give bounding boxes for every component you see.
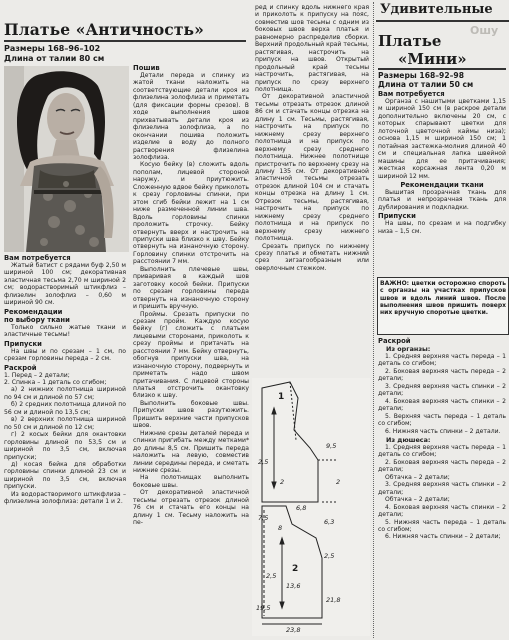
length-label: Длина от талии 50 см	[378, 80, 474, 89]
allowances-heading: Припуски	[4, 339, 42, 348]
model-photo	[4, 66, 129, 252]
needs-text: Жатый батист с рядами буф 2,50 м шириной 100 см; декоративная эластичная тесьма 2,70 м шириной 2 см; водорастворимый штикфлиз – флизелин золофлиз – 0,60 м шириной 90 см.	[4, 262, 126, 307]
organza-item: 4. Боковая верхняя часть спинки – 2 детали;	[378, 397, 506, 413]
paragraph: Выполнить боковые швы. Припуски швов разутюжить. Пришить верхние части припусков швов.	[133, 399, 249, 430]
cut-item: 1. Перед – 2 детали;	[4, 371, 70, 379]
pattern-label: 8	[278, 524, 283, 532]
allowances-text: На швы, по срезам и на подгибку низа – 1,5 см.	[378, 220, 506, 235]
cut-item: д) косая бейка для обработки горловины спинки длиной 23 см и шириной по 3,5 см, включая припуски.	[4, 460, 126, 491]
length-label: Длина от талии 80 см	[4, 54, 105, 63]
base-item: 5. Нижняя часть переда – 1 деталь со сгибом;	[378, 518, 506, 533]
pattern-label: 21,8	[326, 596, 341, 604]
pattern-label: 2,5	[266, 572, 277, 580]
base-item: 6. Нижняя часть спинки – 2 детали;	[385, 533, 501, 541]
pattern-label: 6,3	[324, 518, 335, 526]
base-item: Обтачка – 2 детали;	[385, 473, 450, 481]
recommendation-subheading: по выбору ткани	[4, 315, 70, 324]
paragraph: Проймы. Срезать припуски по срезам пройм. Каждую косую бейку (г) сложить с платьем лицевыми сторонами, приколоть к срезу проймы и притачать на расстоянии 7 мм. Бейку отвернуть, обогнув припуски шва, на изнаночную сторону, подвернуть и приметать надо швом притачивания. С лицевой стороны платья отстрочить окантовку близко к шву.	[133, 310, 249, 400]
paragraph: Косую бейку (в) сложить вдоль пополам, лицевой стороной наружу, и приутюжить. Сложенную вдвое бейку приколоть к срезу горловины спинки, при этом сгиб бейки лежит на 1 см ниже размеченной линии шва. Вдоль горловины спинки проложить строчку. Бейку отвернуть вверх и настрочить на припуски шва близко к шву. Бейку отвернуть на изнаночную сторону. Горловину спинки отстрочить на расстоянии 7 мм.	[133, 161, 249, 266]
title-underline	[4, 40, 246, 42]
needs-text: Органза с нашитыми цветками 1,15 м шириной 150 см (в раскрое детали дополнительно включены 20 см, с которых спарывают цветки для лоточной цветочной каймы низа); основа 1,15 м шириной 150 см; 1 потайная застежка-молния длиной 40 см и специальная лапка швейной машины для ее притачивания; жесткая корсажная лента 0,20 м шириной 12 мм.	[378, 98, 506, 180]
organza-item: 5. Верхняя часть переда – 1 деталь со сгибом;	[378, 412, 506, 428]
paragraph: Срезать припуск по нижнему срезу платья и обметать нижний срез зигзагообразным или оверлочным стежком.	[255, 242, 369, 272]
warning-text: ВАЖНО: цветки осторожно спороть с органзы на участках припусков швов и вдоль линий швов. После выполнения швов пришить поверх них вручную споротые цветки.	[380, 280, 506, 317]
cut-item: 2. Спинка – 1 деталь со сгибом;	[4, 378, 107, 386]
cut-item: а) 2 нижних полотнища шириной по 94 см и длиной по 57 см;	[4, 386, 126, 401]
pattern-label: 6,8	[296, 504, 307, 512]
needs-heading: Вам потребуется	[4, 254, 71, 262]
pattern-label: 2,5	[324, 552, 335, 560]
organza-item: 3. Средняя верхняя часть спинки – 2 детали;	[378, 382, 506, 398]
paragraph: Детали переда и спинку из жатой ткани наложить на соответствующие детали кроя из флизелина золофлиза и приметать (для фиксации формы срезов). В ходе выполнения швов прихватывать детали кроя из флизелина золофлиза, а по окончании пошива положить изделие в воду до полного растворения флизелина золофлиза.	[133, 72, 249, 161]
cut-item: в) 2 верхних полотнища шириной по 50 см и длиной по 12 см;	[4, 416, 126, 431]
pattern-label: 19,5	[256, 604, 271, 612]
pattern-label: 7,5	[258, 514, 269, 522]
allowances-text: На швы и по срезам – 1 см, по срезам горловины переда – 2 см.	[4, 347, 126, 363]
pattern-label: 2,5	[258, 458, 269, 466]
pattern-diagram	[252, 378, 370, 636]
cutting-heading: Раскрой	[4, 363, 37, 372]
base-item: 1. Средняя верхняя часть переда – 1 деталь со сгибом;	[378, 443, 506, 459]
organza-item: 6. Нижняя часть спинки – 2 детали.	[385, 427, 501, 435]
base-item: 3. Средняя верхняя часть спинки – 2 детали;	[378, 481, 506, 496]
organza-item: 2. Боковая верхняя часть переда – 2 детали;	[378, 367, 506, 383]
header-rule	[376, 20, 509, 22]
pattern-label: 2	[292, 564, 299, 574]
right-article-intro	[378, 90, 506, 235]
pattern-label: 9,5	[326, 442, 337, 450]
pattern-label: 2	[280, 478, 285, 486]
paragraph: ред и спинку вдоль нижнего края и приколоть к припуску на пояс, совместив шов тесьмы с одним из боковых швов верха платья и равномерно распределив сборки. Верхний продольный край тесьмы, растягивая, настрочить на припуск на швов. Открытый продольный край тесьмы настрочить, растягивая, на припуск по срезу верхнего полотнища.	[255, 4, 369, 93]
paragraph: Выполнить плечевые швы, приваривая в каждый шов заготовку косой бейки. Припуски по срезам горловины переда отвернуть на изнаночную сторону и пришить вручную.	[133, 265, 249, 311]
right-text	[255, 4, 369, 272]
cut-item: Из водорастворимого штикфлиза – флизелина золофлиза: детали 1 и 2.	[4, 490, 126, 506]
base-item: 4. Боковая верхняя часть спинки – 2 детали;	[378, 503, 506, 519]
size-label: Размеры 168–92–98	[378, 71, 464, 80]
middle-text	[133, 64, 249, 527]
warning-box	[377, 277, 509, 335]
article-title: Платье «Античность»	[4, 20, 204, 39]
cutting-heading: Раскрой	[378, 337, 411, 345]
needs-heading: Вам потребуется	[378, 90, 445, 98]
paragraph: От декоративной эластичной тесьмы отрезать отрезок длиной 76 см и стачать его концы на длину 1 см. Тесьму наложить на пе-	[133, 489, 249, 527]
organza-item: 1. Средняя верхняя часть переда – 1 деталь со сгибом;	[378, 353, 506, 368]
title-rule	[378, 68, 506, 70]
recommendation-heading: Рекомендации ткани	[400, 180, 484, 189]
pattern-label: 2	[336, 478, 341, 486]
cut-item: г) 2 косых бейки для окантовки горловины длиной по 53,5 см и шириной по 3,5 см, включая припуски;	[4, 431, 126, 461]
paragraph: Нижние срезы деталей переда и спинки пригибать между метками* до длины 8,5 см. Пришить переда наложить на левую, совместив линии середины переда, и сметать нижние срезы.	[133, 429, 249, 475]
paragraph: На полотнищах выполнить боковые швы.	[133, 474, 249, 489]
recommendation-heading: Рекомендации	[4, 307, 63, 316]
left-text	[4, 254, 126, 506]
article-title-line2: «Мини»	[398, 50, 467, 68]
size-label: Размеры 168–96–102	[4, 44, 101, 53]
ghost-text: Ошу	[470, 24, 499, 37]
sewing-heading: Пошив	[133, 64, 160, 72]
base-item: 2. Боковая верхняя часть переда – 2 детали;	[378, 458, 506, 474]
cut-item: б) 2 средних полотнища длиной по 56 см и длиной по 13,5 см;	[4, 401, 126, 416]
article-title-line1: Платье	[378, 32, 442, 50]
pattern-label: 23,8	[286, 626, 301, 634]
pattern-label: 13,6	[286, 582, 301, 590]
paragraph: От декоративной эластичной тесьмы отрезать отрезок длиной 86 см и стачать концы отрезка на длину 1 см. Тесьмы, растягивая, настрочить на припуск по нижнему срезу верхнего полотнища и на припуск по верхнему срезу среднего полотнища. Нижнее полотнище пристрочить по верхнему срезу на длину 135 см. От декоративной эластичной тесьмы отрезать отрезок длиной 104 см и стачать концы отрезка на длину 1 см. Отрезок тесьмы, растягивая, настрочить на припуск по нижнему срезу среднего полотнища и на припуск по верхнему срезу нижнего полотнища.	[255, 93, 369, 243]
organza-heading: Из органзы:	[386, 345, 431, 353]
recommendation-text: Только сильно жатые ткани и эластичные тесьмы!	[4, 323, 126, 339]
column-divider	[373, 2, 374, 638]
base-item: Обтачка – 2 детали;	[385, 496, 450, 504]
pattern-label: 1	[278, 392, 285, 402]
allowances-heading: Припуски	[378, 212, 416, 221]
right-article-cutting	[378, 337, 506, 541]
section-header: Удивительные	[380, 2, 493, 17]
recommendation-text: Вышитая прозрачная ткань для платья и непрозрачная ткань для дублирования и подкладки.	[378, 188, 506, 211]
base-heading: Из дюшеса:	[386, 435, 431, 444]
